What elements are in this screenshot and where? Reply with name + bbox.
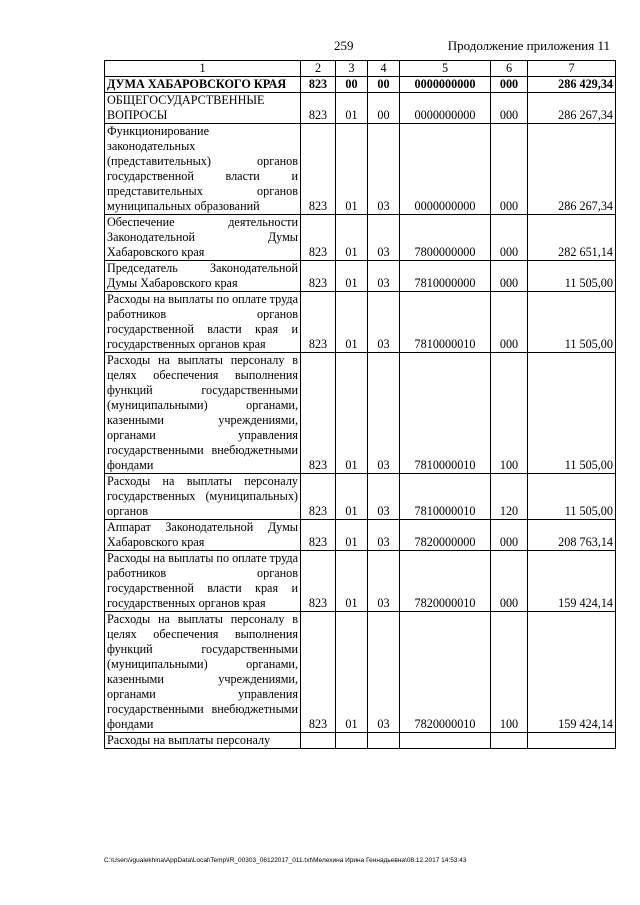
- admin-code: 823: [301, 474, 336, 520]
- section-code: 01: [336, 292, 368, 353]
- target-article: 0000000000: [400, 77, 491, 93]
- table-row: [105, 261, 616, 292]
- table-row: [105, 551, 616, 612]
- subsection-code: 03: [368, 551, 400, 612]
- target-article: 7810000010: [400, 353, 491, 474]
- subsection-code: 03: [368, 474, 400, 520]
- admin-code: [301, 733, 336, 749]
- subsection-code: 03: [368, 124, 400, 215]
- table-row: [105, 215, 616, 261]
- admin-code: 823: [301, 353, 336, 474]
- amount: 11 505,00: [528, 292, 616, 353]
- amount: 208 763,14: [528, 520, 616, 551]
- target-article: 7820000010: [400, 551, 491, 612]
- section-code: 01: [336, 551, 368, 612]
- column-header: 2: [301, 61, 336, 77]
- subsection-code: 03: [368, 612, 400, 733]
- column-header: 3: [336, 61, 368, 77]
- amount: 11 505,00: [528, 353, 616, 474]
- amount: 286 267,34: [528, 124, 616, 215]
- section-code: 01: [336, 474, 368, 520]
- expense-type: 100: [491, 612, 528, 733]
- row-name: ОБЩЕГОСУДАРСТВЕННЫЕ ВОПРОСЫ: [105, 93, 301, 124]
- amount: 286 267,34: [528, 93, 616, 124]
- table-row: [105, 124, 616, 215]
- subsection-code: 03: [368, 215, 400, 261]
- subsection-code: 03: [368, 292, 400, 353]
- expense-type: [491, 733, 528, 749]
- amount: 159 424,14: [528, 612, 616, 733]
- table-row: [105, 292, 616, 353]
- expense-type: 000: [491, 261, 528, 292]
- row-name: Расходы на выплаты по оплате труда работников органов государственной власти края и государственных органов края: [105, 551, 301, 612]
- section-code: 01: [336, 520, 368, 551]
- target-article: 7820000000: [400, 520, 491, 551]
- subsection-code: 00: [368, 77, 400, 93]
- amount: [528, 733, 616, 749]
- expense-type: 000: [491, 551, 528, 612]
- section-code: 01: [336, 124, 368, 215]
- table-row: [105, 520, 616, 551]
- expense-type: 000: [491, 292, 528, 353]
- amount: 282 651,14: [528, 215, 616, 261]
- column-number-row: [105, 61, 616, 77]
- row-name: Расходы на выплаты персоналу в целях обеспечения выполнения функций государственными (муниципальными) органами, казенными учреждениями, органами управления государственными внебюджетными фондами: [105, 353, 301, 474]
- row-name: Обеспечение деятельности Законодательной Думы Хабаровского края: [105, 215, 301, 261]
- target-article: 0000000000: [400, 124, 491, 215]
- column-header: 1: [105, 61, 301, 77]
- row-name: Расходы на выплаты по оплате труда работников органов государственной власти края и государственных органов края: [105, 292, 301, 353]
- target-article: 7810000010: [400, 292, 491, 353]
- table-row: [105, 733, 616, 749]
- table-row: [105, 474, 616, 520]
- amount: 159 424,14: [528, 551, 616, 612]
- expense-type: 000: [491, 77, 528, 93]
- row-name: Аппарат Законодательной Думы Хабаровского края: [105, 520, 301, 551]
- row-name: Расходы на выплаты персоналу в целях обеспечения выполнения функций государственными (муниципальными) органами, казенными учреждениями, органами управления государственными внебюджетными фондами: [105, 612, 301, 733]
- expense-type: 000: [491, 215, 528, 261]
- appendix-caption: Продолжение приложения 11: [447, 38, 610, 53]
- amount: 11 505,00: [528, 474, 616, 520]
- section-code: 01: [336, 215, 368, 261]
- column-header: 4: [368, 61, 400, 77]
- admin-code: 823: [301, 93, 336, 124]
- subsection-code: 00: [368, 93, 400, 124]
- row-name: Расходы на выплаты персоналу: [105, 733, 301, 749]
- admin-code: 823: [301, 612, 336, 733]
- subsection-code: [368, 733, 400, 749]
- section-code: [336, 733, 368, 749]
- column-header: 5: [400, 61, 491, 77]
- subsection-code: 03: [368, 261, 400, 292]
- section-code: 00: [336, 77, 368, 93]
- amount: 11 505,00: [528, 261, 616, 292]
- row-name: ДУМА ХАБАРОВСКОГО КРАЯ: [105, 77, 301, 93]
- admin-code: 823: [301, 551, 336, 612]
- admin-code: 823: [301, 124, 336, 215]
- table-row: [105, 93, 616, 124]
- admin-code: 823: [301, 292, 336, 353]
- row-name: Председатель Законодательной Думы Хабаровского края: [105, 261, 301, 292]
- target-article: 0000000000: [400, 93, 491, 124]
- expense-type: 100: [491, 353, 528, 474]
- target-article: 7810000000: [400, 261, 491, 292]
- target-article: 7800000000: [400, 215, 491, 261]
- section-code: 01: [336, 353, 368, 474]
- expense-type: 120: [491, 474, 528, 520]
- target-article: 7820000010: [400, 612, 491, 733]
- expense-type: 000: [491, 124, 528, 215]
- target-article: [400, 733, 491, 749]
- page-number: 259: [334, 38, 354, 53]
- expense-type: 000: [491, 520, 528, 551]
- admin-code: 823: [301, 215, 336, 261]
- table-row: [105, 77, 616, 93]
- subsection-code: 03: [368, 353, 400, 474]
- target-article: 7810000010: [400, 474, 491, 520]
- admin-code: 823: [301, 261, 336, 292]
- column-header: 7: [528, 61, 616, 77]
- budget-table: [104, 60, 616, 749]
- admin-code: 823: [301, 520, 336, 551]
- table-row: [105, 612, 616, 733]
- expense-type: 000: [491, 93, 528, 124]
- file-path-footer: C:\Users\igualekhina\AppData\Local\Temp\IR_00303_06122017_011.txt\Мелехина Ирина Геннадьевна\08.12.2017 14:53:43: [104, 857, 467, 864]
- row-name: Расходы на выплаты персоналу государственных (муниципальных) органов: [105, 474, 301, 520]
- admin-code: 823: [301, 77, 336, 93]
- amount: 286 429,34: [528, 77, 616, 93]
- row-name: Функционирование законодательных (представительных) органов государственной власти и представительных органов муниципальных образований: [105, 124, 301, 215]
- table-row: [105, 353, 616, 474]
- section-code: 01: [336, 612, 368, 733]
- section-code: 01: [336, 261, 368, 292]
- section-code: 01: [336, 93, 368, 124]
- subsection-code: 03: [368, 520, 400, 551]
- column-header: 6: [491, 61, 528, 77]
